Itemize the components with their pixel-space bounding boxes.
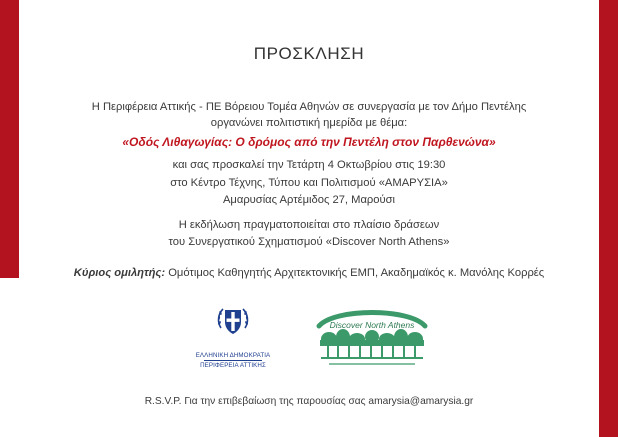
left-logo-caption-2: ΠΕΡΙΦΕΡΕΙΑ ΑΤΤΙΚΗΣ bbox=[200, 362, 266, 369]
details-line-1: και σας προσκαλεί την Τετάρτη 4 Οκτωβρίου στις 19:30 bbox=[172, 159, 446, 171]
page-title: ΠΡΟΣΚΛΗΣΗ bbox=[253, 44, 365, 63]
left-accent-band bbox=[0, 0, 19, 278]
context-line-2: του Συνεργατικού Σχηματισμού «Discover North Athens» bbox=[168, 236, 450, 248]
context-line-1: Η εκδήλωση πραγματοποιείται στο πλαίσιο δράσεων bbox=[178, 219, 440, 231]
logo-name: Discover North Athens bbox=[329, 320, 415, 330]
invitation-page bbox=[19, 0, 599, 437]
details-line-3: Αμαρυσίας Αρτέμιδος 27, Μαρούσι bbox=[222, 194, 396, 206]
hellenic-emblem-icon bbox=[213, 302, 253, 342]
details-line-2: στο Κέντρο Τέχνης, Τύπου και Πολιτισμού «ΑΜΑΡΥΣΙΑ» bbox=[170, 177, 448, 189]
speaker-line bbox=[19, 266, 599, 280]
caption-divider bbox=[204, 360, 262, 361]
right-accent-band bbox=[599, 0, 618, 437]
discover-north-athens-logo bbox=[315, 306, 429, 372]
region-attica-logo bbox=[193, 302, 273, 372]
discover-north-athens-emblem bbox=[315, 306, 429, 372]
intro-line-2: οργανώνει πολιτιστική ημερίδα με θέμα: bbox=[210, 117, 408, 129]
event-title: «Οδός Λιθαγωγίας: Ο δρόμος από την Πεντέλη στον Παρθενώνα» bbox=[122, 135, 496, 149]
rsvp-line: R.S.V.P. Για την επιβεβαίωση της παρουσίας σας amarysia@amarysia.gr bbox=[144, 396, 474, 407]
speaker-label: Κύριος ομιλητής: bbox=[73, 267, 166, 279]
speaker-text: Ομότιμος Καθηγητής Αρχιτεκτονικής ΕΜΠ, Ακαδημαϊκός κ. Μανόλης Κορρές bbox=[168, 267, 545, 279]
left-logo-caption-1: ΕΛΛΗΝΙΚΗ ΔΗΜΟΚΡΑΤΙΑ bbox=[195, 352, 271, 359]
intro-line-1: Η Περιφέρεια Αττικής - ΠΕ Βόρειου Τομέα Αθηνών σε συνεργασία με τον Δήμο Πεντέλης bbox=[91, 101, 527, 113]
